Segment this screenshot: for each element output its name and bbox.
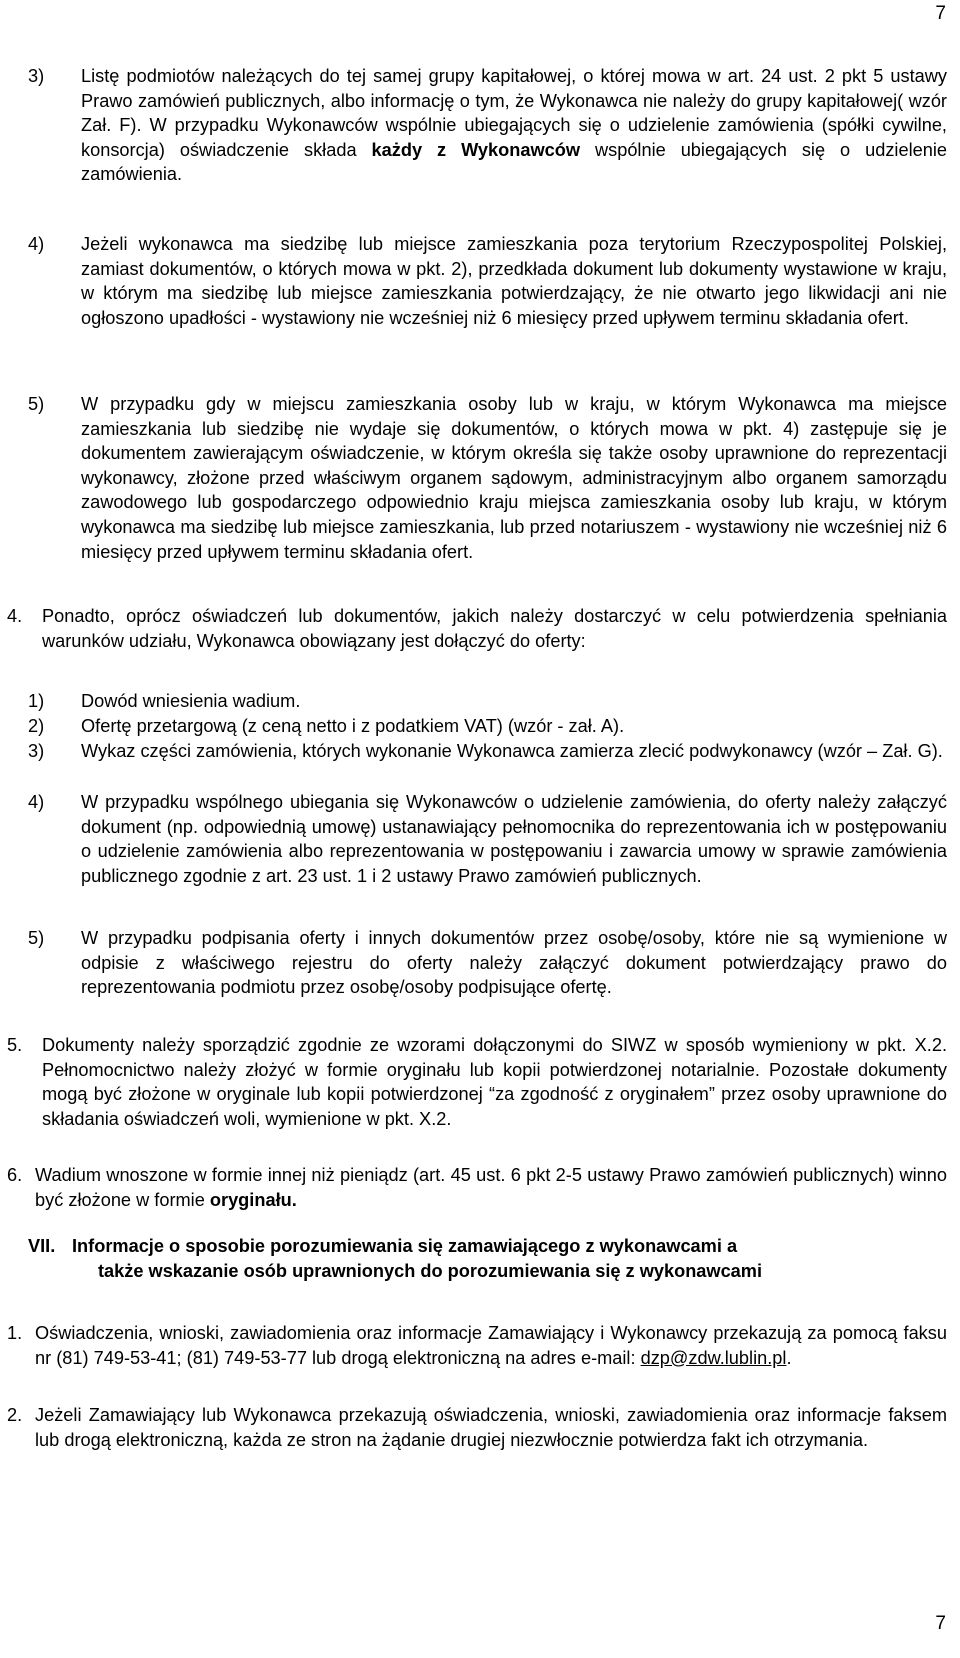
item-label: 6.: [7, 1165, 23, 1185]
item-label: 3): [28, 66, 45, 86]
item-text: Dowód wniesienia wadium.: [81, 691, 301, 711]
item-text: Listę podmiotów należących do tej samej grupy kapitałowej, o której mowa w art. 24 ust. 2 pkt 5 ustawy Prawo zamówień publicznych, albo informację o tym, że Wykonawca nie należy do grupy kapitałowej( wzór Zał. F). W przypadku Wykonawców wspólnie ubiegających się o udzielenie zamówienia (spółki cywilne, konsorcja) oświadczenie składa każdy z Wykonawców wspólnie ubiegających się o udzielenie zamówienia.: [81, 66, 947, 185]
item-label: 5.: [7, 1035, 23, 1055]
item-label: 4): [28, 234, 45, 254]
section-title: [72, 1234, 948, 1283]
email-link[interactable]: dzp@zdw.lublin.pl: [640, 1347, 787, 1368]
item-label: 3): [28, 741, 45, 761]
item-text: W przypadku podpisania oferty i innych dokumentów przez osobę/osoby, które nie są wymienione w odpisie z właściwego rejestru do oferty należy załączyć dokument potwierdzający prawo do reprezentowania podmiotu przez osobę/osoby podpisujące ofertę.: [81, 928, 947, 998]
page-number-bottom: 7: [935, 1613, 946, 1634]
page-number-top: 7: [935, 3, 946, 24]
item-text: Dokumenty należy sporządzić zgodnie ze wzorami dołączonymi do SIWZ w sposób wymieniony w pkt. X.2. Pełnomocnictwo należy złożyć w formie oryginału lub kopii potwierdzonej notarialnie. Pozostałe dokumenty mogą być złożone w oryginale lub kopii potwierdzonej “za zgodność z oryginałem” przez osoby uprawnione do składania oświadczeń woli, wymienione w pkt. X.2.: [42, 1035, 947, 1129]
item-label: 2.: [7, 1405, 23, 1425]
section-title-line-1: Informacje o sposobie porozumiewania się zamawiającego z wykonawcami a: [72, 1236, 738, 1256]
item-label: 1.: [7, 1323, 23, 1343]
section-number: VII.: [28, 1236, 56, 1256]
item-label: 1): [28, 691, 45, 711]
item-text: [35, 1321, 947, 1370]
item-text: W przypadku wspólnego ubiegania się Wykonawców o udzielenie zamówienia, do oferty należy załączyć dokument (np. odpowiednią umowę) ustanawiający pełnomocnika do reprezentowania ich w postępowaniu o udzielenie zamówienia albo reprezentowania w postępowaniu i zawarcia umowy w sprawie zamówienia publicznego zgodnie z art. 23 ust. 1 i 2 ustawy Prawo zamówień publicznych.: [81, 792, 947, 886]
item-text: W przypadku gdy w miejscu zamieszkania osoby lub w kraju, w którym Wykonawca ma miejsce zamieszkania lub siedzibę nie wydaje się dokumentów, o których mowa w pkt. 4) zastępuje się je dokumentem zawierającym oświadczenie, w którym określa się także osoby uprawnione do reprezentacji wykonawcy, złożone przed właściwym organem sądowym, administracyjnym albo organem samorządu zawodowego lub gospodarczego odpowiednio kraju miejsca zamieszkania osoby lub kraju, w którym wykonawca ma siedzibę lub miejsce zamieszkania, lub przed notariuszem - wystawiony nie wcześniej niż 6 miesięcy przed upływem terminu składania ofert.: [81, 394, 947, 562]
item-label: 4.: [7, 606, 23, 626]
item-text: Jeżeli Zamawiający lub Wykonawca przekazują oświadczenia, wnioski, zawiadomienia oraz informacje faksem lub drogą elektroniczną, każda ze stron na żądanie drugiej niezwłocznie potwierdza fakt ich otrzymania.: [35, 1405, 947, 1450]
item-text: Wykaz części zamówienia, których wykonanie Wykonawca zamierza zlecić podwykonawcy (wzór – Zał. G).: [81, 741, 943, 761]
item-label: 5): [28, 394, 45, 414]
item-text: Ponadto, oprócz oświadczeń lub dokumentów, jakich należy dostarczyć w celu potwierdzenia spełniania warunków udziału, Wykonawca obowiązany jest dołączyć do oferty:: [42, 606, 947, 651]
item-text-part: .: [786, 1347, 792, 1368]
item-text: Jeżeli wykonawca ma siedzibę lub miejsce zamieszkania poza terytorium Rzeczypospolitej Polskiej, zamiast dokumentów, o których mowa w pkt. 2), przedkłada dokument lub dokumenty wystawione w kraju, w którym ma siedzibę lub miejsce zamieszkania potwierdzający, że nie otwarto jego likwidacji ani nie ogłoszono upadłości - wystawiony nie wcześniej niż 6 miesięcy przed upływem terminu składania ofert.: [81, 234, 947, 328]
item-text: Wadium wnoszone w formie innej niż pieniądz (art. 45 ust. 6 pkt 2-5 ustawy Prawo zamówień publicznych) winno być złożone w formie oryginału.: [35, 1165, 947, 1210]
item-label: 2): [28, 716, 45, 736]
item-label: 4): [28, 792, 45, 812]
item-text: Ofertę przetargową (z ceną netto i z podatkiem VAT) (wzór - zał. A).: [81, 716, 625, 736]
item-label: 5): [28, 928, 45, 948]
item-text-part: Oświadczenia, wnioski, zawiadomienia oraz informacje Zamawiający i Wykonawcy przekazują za pomocą faksu nr (81) 749-53-41; (81) 749-53-77 lub drogą elektroniczną na adres e-mail:: [35, 1323, 947, 1368]
section-title-line-2: także wskazanie osób uprawnionych do porozumiewania się z wykonawcami: [98, 1260, 763, 1281]
